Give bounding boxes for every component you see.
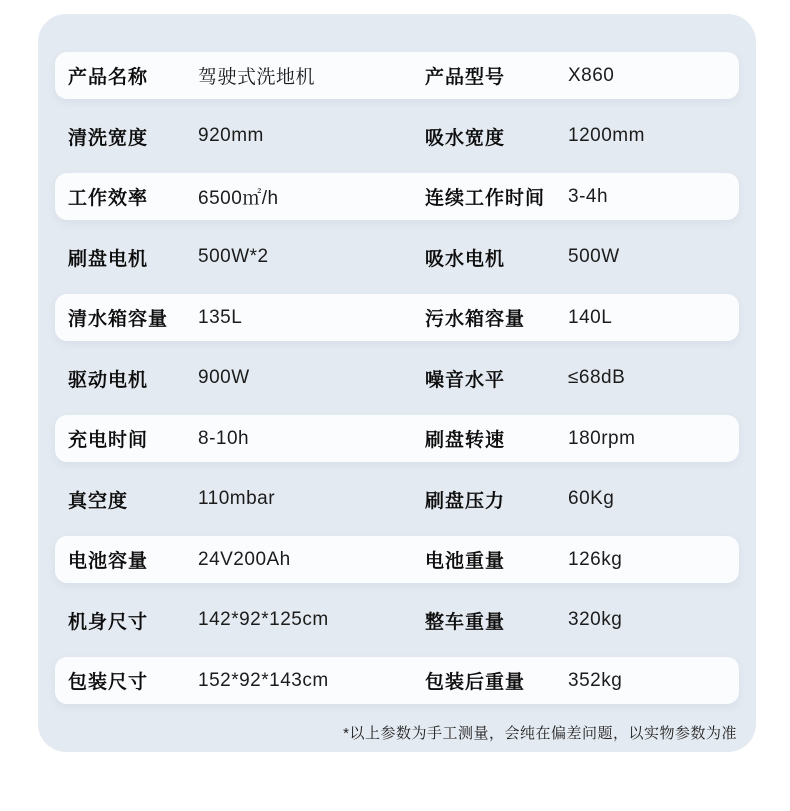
- spec-value-2: 352kg: [568, 669, 623, 691]
- spec-label-1: 充电时间: [68, 430, 149, 451]
- spec-label-1: 真空度: [68, 490, 129, 512]
- spec-value-2: 320kg: [568, 609, 623, 630]
- spec-label-2: 污水箱容量: [425, 309, 526, 330]
- spec-row: [55, 536, 739, 583]
- spec-row: [55, 597, 739, 644]
- spec-label-1: 驱动电机: [68, 369, 149, 391]
- spec-row: [55, 294, 739, 341]
- spec-row: [55, 173, 739, 220]
- spec-row: [55, 52, 739, 99]
- spec-label-1: 工作效率: [68, 188, 149, 209]
- spec-panel: [38, 14, 756, 752]
- spec-label-2: 噪音水平: [425, 369, 506, 391]
- spec-value-2: 3-4h: [568, 185, 609, 207]
- spec-value-2: 180rpm: [568, 427, 636, 449]
- spec-row: [55, 657, 739, 704]
- spec-label-1: 机身尺寸: [68, 611, 149, 633]
- spec-table: [55, 52, 739, 718]
- spec-row: [55, 476, 739, 523]
- spec-label-1: 包装尺寸: [68, 672, 149, 693]
- spec-label-1: 清洗宽度: [68, 127, 149, 149]
- spec-label-1: 电池容量: [68, 551, 149, 572]
- spec-value-2: ≤68dB: [568, 367, 626, 388]
- spec-value-1: 8-10h: [198, 427, 250, 449]
- footnote: *以上参数为手工测量，会纯在偏差问题，以实物参数为准: [343, 725, 737, 742]
- spec-label-2: 整车重量: [425, 611, 506, 633]
- spec-label-2: 包装后重量: [425, 672, 526, 693]
- spec-value-1: 24V200Ah: [198, 548, 291, 570]
- spec-value-1: 142*92*125cm: [198, 609, 329, 630]
- spec-label-2: 电池重量: [425, 551, 506, 572]
- spec-label-2: 连续工作时间: [425, 188, 546, 209]
- spec-label-2: 刷盘转速: [425, 430, 506, 451]
- spec-value-1: 135L: [198, 306, 243, 328]
- spec-label-1: 刷盘电机: [68, 248, 149, 270]
- spec-label-1: 产品名称: [68, 67, 149, 88]
- spec-value-1: 驾驶式洗地机: [198, 67, 316, 88]
- spec-value-1: 500W*2: [198, 246, 269, 267]
- spec-value-2: 500W: [568, 246, 620, 267]
- spec-label-2: 刷盘压力: [425, 490, 506, 512]
- spec-value-2: 126kg: [568, 548, 623, 570]
- spec-value-2: 140L: [568, 306, 613, 328]
- spec-label-2: 吸水电机: [425, 248, 506, 270]
- spec-value-1: 920mm: [198, 125, 264, 146]
- spec-label-1: 清水箱容量: [68, 309, 169, 330]
- spec-label-2: 吸水宽度: [425, 127, 506, 149]
- spec-value-2: 1200mm: [568, 125, 645, 146]
- spec-value-1: 900W: [198, 367, 250, 388]
- spec-value-1: 6500㎡/h: [198, 188, 279, 209]
- spec-value-1: 152*92*143cm: [198, 669, 329, 691]
- spec-value-2: X860: [568, 64, 615, 86]
- spec-row: [55, 355, 739, 402]
- spec-label-2: 产品型号: [425, 67, 506, 88]
- spec-value-1: 110mbar: [198, 488, 276, 509]
- spec-row: [55, 415, 739, 462]
- spec-row: [55, 234, 739, 281]
- spec-row: [55, 113, 739, 160]
- spec-value-2: 60Kg: [568, 488, 615, 509]
